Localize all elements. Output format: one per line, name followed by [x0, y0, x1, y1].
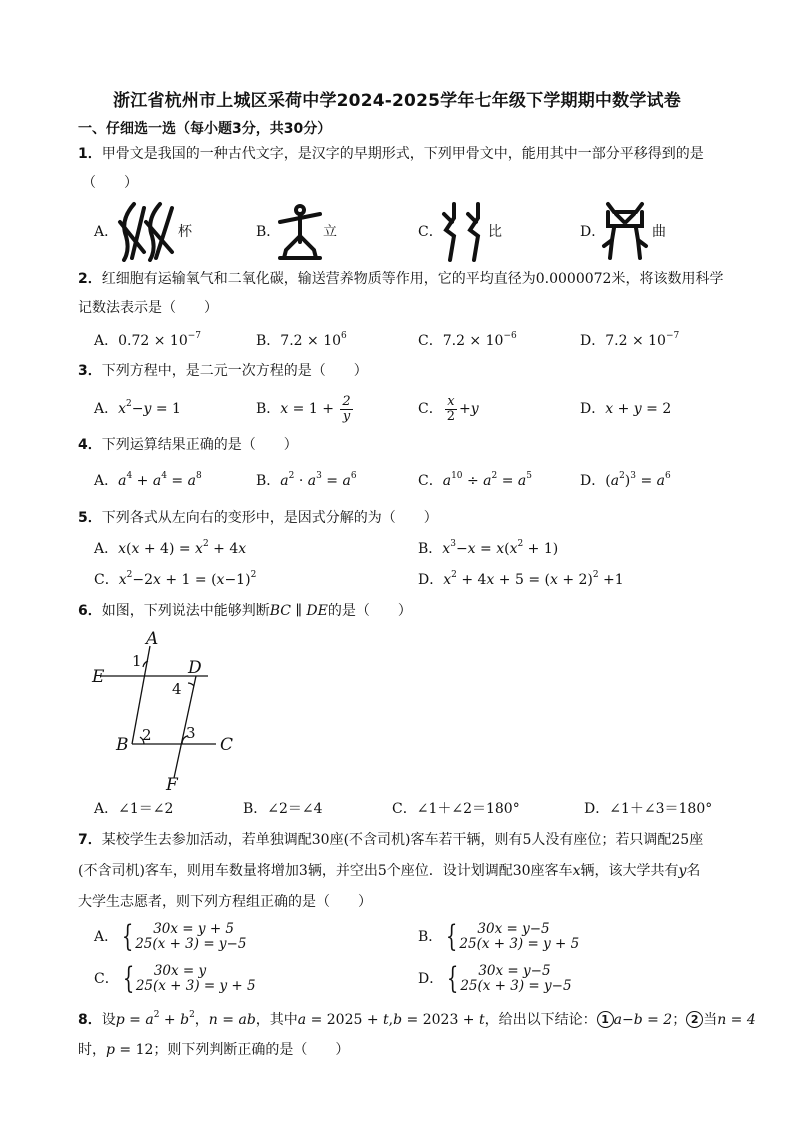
- question-8: 8．设$p = a^2 + b^2$，n = ab，其中a = 2025 + t,b = 2023 + t，给出以下结论： 1 a−b = 2； 2 当n = 4: [78, 1010, 756, 1028]
- oracle-qu-glyph-icon: [600, 200, 650, 262]
- option-a: A．$0.72 \times 10^{-7}$: [94, 331, 202, 349]
- option-a: A．$a^4 + a^4 = a^8$: [94, 471, 202, 489]
- option-a-label: 杯: [178, 224, 192, 240]
- label-d: D: [188, 658, 202, 678]
- question-4: [78, 435, 298, 455]
- option-d: D．x + y = 2: [580, 401, 672, 417]
- circled-2: 2: [686, 1011, 703, 1028]
- option-d: D．∠1＋∠3＝180°: [584, 801, 713, 817]
- question-text: 甲骨文是我国的一种古代文字，是汉字的早期形式，下列甲骨文中，能用其中一部分平移得到的是: [101, 146, 704, 162]
- option-b-label: 立: [323, 224, 337, 240]
- option-a: [94, 222, 118, 242]
- question-number: 6．: [78, 603, 102, 619]
- option-d: D．$7.2 \times 10^{-7}$: [580, 331, 680, 349]
- question-text: 红细胞有运输氧气和二氧化碳，输送营养物质等作用，它的平均直径为0.0000072米，将该数用科学: [101, 271, 724, 287]
- oracle-bei-glyph-icon: [116, 200, 180, 262]
- option-d: D．$(a^2)^3 = a^6$: [580, 471, 671, 489]
- question-text: 下列运算结果正确的是（ ）: [101, 437, 298, 453]
- question-number: 7．: [78, 832, 102, 848]
- parallel-lines-figure: [88, 626, 248, 796]
- question-2-cont: 记数法表示是（ ）: [78, 300, 218, 316]
- option-a: A．∠1＝∠2: [94, 801, 174, 817]
- option-b: B．$x^3-x = x(x^2 + 1)$: [418, 539, 559, 557]
- answer-paren: （ ）: [82, 175, 138, 191]
- option-c: C． $\frac{x}{2}$ +y: [418, 393, 479, 424]
- question-text: 下列方程中，是二元一次方程的是（ ）: [101, 363, 368, 379]
- label-c: C: [220, 735, 234, 755]
- option-d-label: 曲: [652, 224, 666, 240]
- option-c: C． { 30x = y 25(x + 3) = y + 5: [94, 961, 256, 996]
- option-b: B．∠2＝∠4: [243, 801, 323, 817]
- option-b: B．$7.2 \times 10^6$: [256, 331, 347, 349]
- option-letter: B．: [256, 224, 281, 240]
- angle-label-2: 2: [142, 726, 152, 744]
- option-letter: C．: [418, 224, 443, 240]
- option-a: A．$x^2-y = 1$: [94, 399, 181, 417]
- oracle-li-glyph-icon: [276, 202, 324, 262]
- label-f: F: [166, 775, 178, 795]
- question-3: [78, 361, 368, 381]
- question-number: 8．: [78, 1012, 102, 1028]
- option-c-label: 比: [488, 224, 502, 240]
- option-c: [418, 222, 443, 242]
- question-7: 7．某校学生去参加活动，若单独调配30座(不含司机)客车若干辆，则有5人没有座位；若只调配25座: [78, 832, 704, 848]
- angle-label-1: 1: [132, 652, 142, 670]
- option-letter: A．: [94, 224, 119, 240]
- option-c: C．$a^{10} \div a^2 = a^5$: [418, 471, 532, 489]
- option-b: B．x = 1 + $\frac{2}{y}$: [256, 393, 351, 424]
- question-7-cont2: 大学生志愿者，则下列方程组正确的是（ ）: [78, 894, 372, 910]
- angle-label-4: 4: [172, 680, 182, 698]
- question-1: [78, 144, 704, 164]
- option-c: C．∠1＋∠2＝180°: [392, 801, 520, 817]
- question-7-cont: (不含司机)客车，则用车数量将增加3辆，并空出5个座位．设计划调配30座客车x辆，该大学共有y名: [78, 863, 701, 879]
- question-5: [78, 508, 438, 528]
- option-a: A． { 30x = y + 5 25(x + 3) = y−5: [94, 919, 247, 954]
- question-2: [78, 269, 723, 289]
- label-b: B: [116, 735, 129, 755]
- option-b: B．$a^2 \cdot a^3 = a^6$: [256, 471, 357, 489]
- oracle-bi-glyph-icon: [440, 200, 492, 262]
- option-c: C．$7.2 \times 10^{-6}$: [418, 331, 517, 349]
- angle-label-3: 3: [186, 724, 196, 742]
- option-d: D． { 30x = y−5 25(x + 3) = y−5: [418, 961, 572, 996]
- question-8-cont: 时，p = 12；则下列判断正确的是（ ）: [78, 1042, 350, 1058]
- question-number: 1．: [78, 146, 102, 162]
- label-a: A: [146, 629, 159, 649]
- option-a: A．$x(x + 4) = x^2 + 4x$: [94, 539, 247, 557]
- question-6: 6．如图，下列说法中能够判断BC ∥ DE的是（ ）: [78, 603, 412, 619]
- option-d: D．$x^2 + 4x + 5 = (x + 2)^2 +1$: [418, 570, 624, 588]
- label-e: E: [92, 667, 105, 687]
- section-heading: 一、仔细选一选（每小题3分，共30分）: [78, 121, 332, 137]
- option-letter: D．: [580, 224, 606, 240]
- exam-title: 浙江省杭州市上城区采荷中学2024-2025学年七年级下学期期中数学试卷: [113, 91, 681, 111]
- question-number: 2．: [78, 271, 102, 287]
- option-c: C．$x^2-2x + 1 = (x-1)^2$: [94, 570, 257, 588]
- question-number: 3．: [78, 363, 102, 379]
- question-number: 5．: [78, 510, 102, 526]
- question-text: 下列各式从左向右的变形中，是因式分解的为（ ）: [101, 510, 438, 526]
- circled-1: 1: [597, 1011, 614, 1028]
- question-number: 4．: [78, 437, 102, 453]
- option-b: B． { 30x = y−5 25(x + 3) = y + 5: [418, 919, 580, 954]
